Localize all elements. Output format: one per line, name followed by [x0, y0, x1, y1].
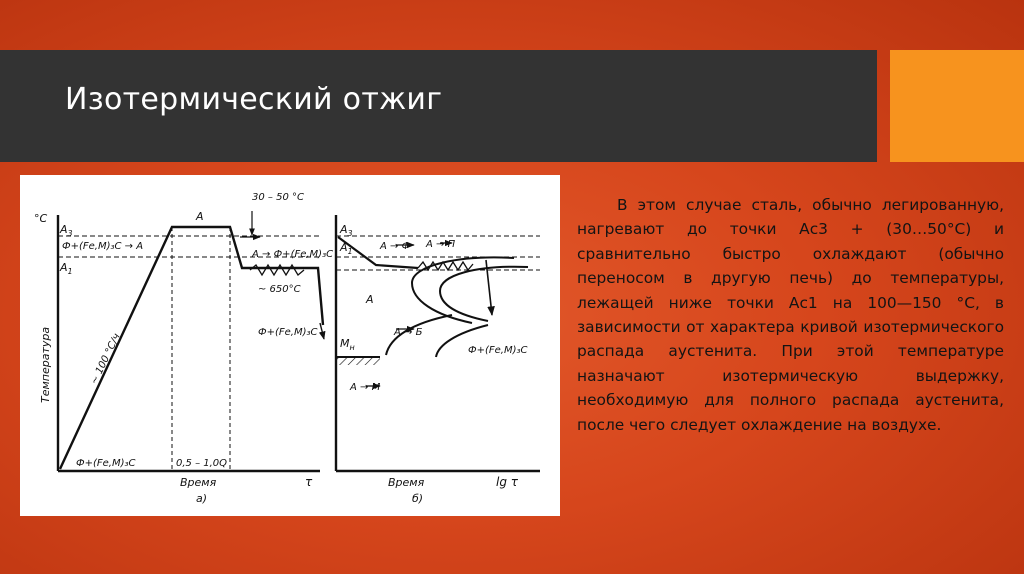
- diagram-a-transform-label: A → Ф+(Fe,M)₃C: [252, 249, 334, 260]
- diagram-b-x-axis-label: Время: [388, 476, 425, 489]
- accent-block: [890, 50, 1024, 162]
- diagram-b-finish-curve: [440, 267, 528, 321]
- diagram-b-a3-label: $A_3$: [340, 223, 353, 238]
- diagram-b-mh-hatch: [336, 358, 380, 365]
- diagram-b-a-to-m-label: A → M: [350, 382, 381, 393]
- diagram-b-austenite-label: A: [366, 293, 374, 306]
- diagram-a-y-axis-label: Температура: [39, 326, 52, 403]
- diagram-a-initial-label: Ф+(Fe,M)₃C: [76, 458, 136, 469]
- diagram-a-isothermal-zigzag: [250, 265, 304, 275]
- diagram-a-iso-temp-label: ~ 650°C: [258, 284, 301, 295]
- diagram-b-final-label: Ф+(Fe,M)₃C: [468, 345, 528, 356]
- diagram-a-overheat-label: 30 – 50 °C: [252, 192, 304, 203]
- diagram-a-a3-label: $A_3$: [60, 223, 73, 238]
- diagram-b-x-unit: lg τ: [496, 475, 518, 489]
- annealing-diagram-svg: [20, 175, 560, 516]
- diagram-a-caption: а): [196, 492, 208, 505]
- slide-body-text: В этом случае сталь, обычно легированную, нагревают до точки Ас3 + (30…50°С) и сравнительно быстро охлаждают (обычно переносом в другую печь) до температуры, лежащей ниже точки Ас1 на 100—150 °С, в зависимости от характера кривой изотермического распада аустенита. При этой температуре назначают изотермическую выдержку, необходимую для полного распада аустенита, после чего следует охлаждение на воздухе.: [577, 196, 1004, 434]
- annealing-diagram-figure: [20, 175, 560, 516]
- diagram-a: [34, 192, 333, 505]
- diagram-a-a1-label: $A_1$: [60, 261, 73, 276]
- diagram-b-a-to-b-label: A → Б: [394, 327, 423, 338]
- diagram-a-time-range-label: 0,5 – 1,0Q: [176, 458, 228, 469]
- diagram-b-a-to-p-label: A → П: [426, 239, 456, 250]
- diagram-a-final-label: Ф+(Fe,M)₃C: [258, 327, 318, 338]
- diagram-a-x-unit: τ: [305, 475, 313, 489]
- diagram-b-a-to-f-label: A → Ф: [380, 241, 411, 252]
- diagram-a-cycle-curve: [60, 227, 323, 469]
- slide-title: Изотермический отжиг: [65, 82, 443, 117]
- diagram-a-cooling-arrow: [320, 323, 324, 339]
- diagram-a-y-unit: °C: [34, 212, 48, 225]
- diagram-b-caption: б): [412, 492, 424, 505]
- diagram-a-x-axis-label: Время: [180, 476, 217, 489]
- diagram-b-mh-label: $M_н$: [340, 337, 355, 352]
- diagram-a-heating-rate-label: ~ 100 °C/ч: [88, 331, 123, 387]
- diagram-b: [336, 215, 540, 505]
- diagram-b-a1-label: $A_1$: [340, 241, 353, 256]
- diagram-a-phase-transform-label: Ф+(Fe,M)₃C → A: [62, 241, 144, 252]
- diagram-a-austenite-label: A: [196, 210, 204, 223]
